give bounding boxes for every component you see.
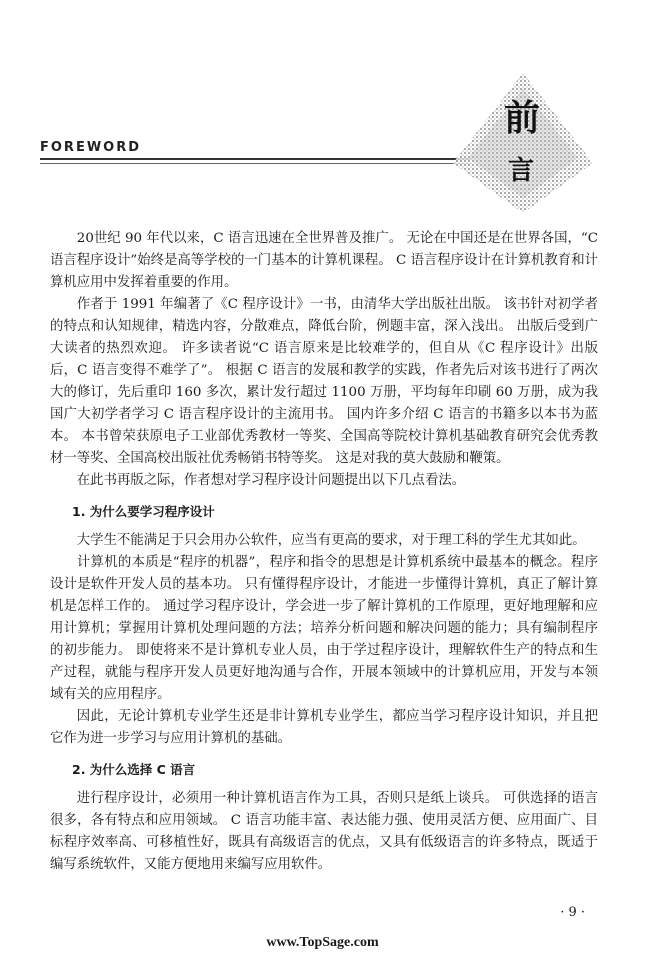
section2-paragraph-1: 进行程序设计，必须用一种计算机语言作为工具，否则只是纸上谈兵。 可供选择的语言很多，各有特点和应用领域。 C 语言功能丰富、表达能力强、使用灵活方便、应用面广、目标程序效率高、可移植性好，既具有高级语言的优点，又具有低级语言的许多特点，既适于编写系统软件，又能方便地用来编写应用软件。 <box>50 791 598 872</box>
title-char-qian: 前 <box>504 97 541 139</box>
intro-paragraph-2: 作者于 1991 年编著了《C 程序设计》一书，由清华大学出版社出版。 该书针对初学者的特点和认知规律，精选内容，分散难点，降低台阶，例题丰富，深入浅出。 出版后受到广大读者的热烈欢迎。 许多读者说“C 语言原来是比较难学的，但自从《C 程序设计》出版后，C 语言变得不难学了”。 根据 C 语言的发展和教学的实践，作者先后对该书进行了两次大的修订，先后重印 160 多次，累计发行超过 1100 万册，平均每年印刷 60 万册，成为我国广大初学者学习 C 语言程序设计的主流用书。 国内许多介绍 C 语言的书籍多以本书为蓝本。 本书曾荣获原电子工业部优秀教材一等奖、全国高等院校计算机基础教育研究会优秀教材一等奖、全国高校出版社优秀畅销书特等奖。 这是对我的莫大鼓励和鞭策。 <box>50 297 598 466</box>
intro-paragraph-1: 20世纪 90 年代以来，C 语言迅速在全世界普及推广。 无论在中国还是在世界各国，“C 语言程序设计”始终是高等学校的一门基本的计算机课程。 C 语言程序设计在计算机教育和计算机应用中发挥着重要的作用。 <box>50 231 598 290</box>
title-block <box>448 68 598 218</box>
header-rule <box>40 158 470 160</box>
page-number: · 9 · <box>560 905 585 920</box>
section1-paragraph-1: 大学生不能满足于只会用办公软件，应当有更高的要求，对于理工科的学生尤其如此。 <box>76 533 586 548</box>
section1-paragraph-3: 因此，无论计算机专业学生还是非计算机专业学生，都应当学习程序设计知识，并且把它作为进一步学习与应用计算机的基础。 <box>50 709 598 746</box>
footer-url: www.TopSage.com <box>266 935 379 950</box>
section-heading-2: 2. 为什么选择 C 语言 <box>72 762 196 777</box>
foreword-content <box>50 228 598 876</box>
section1-paragraph-2: 计算机的本质是“程序的机器”，程序和指令的思想是计算机系统中最基本的概念。程序设计是软件开发人员的基本功。 只有懂得程序设计，才能进一步懂得计算机，真正了解计算机是怎样工作的。 通过学习程序设计，学会进一步了解计算机的工作原理，更好地理解和应用计算机；掌握用计算机处理问题的方法；培养分析问题和解决问题的能力；具有编制程序的初步能力。 即使将来不是计算机专业人员，由于学过程序设计，理解软件生产的特点和生产过程，就能与程序开发人员更好地沟通与合作，开展本领域中的计算机应用，开发与本领域有关的应用程序。 <box>50 555 598 702</box>
header-label: FOREWORD <box>40 140 142 155</box>
section-heading-1: 1. 为什么要学习程序设计 <box>72 504 215 519</box>
intro-paragraph-3: 在此书再版之际，作者想对学习程序设计问题提出以下几点看法。 <box>76 473 466 488</box>
title-char-yan: 言 <box>508 156 535 186</box>
header-rule-thin <box>40 163 470 164</box>
